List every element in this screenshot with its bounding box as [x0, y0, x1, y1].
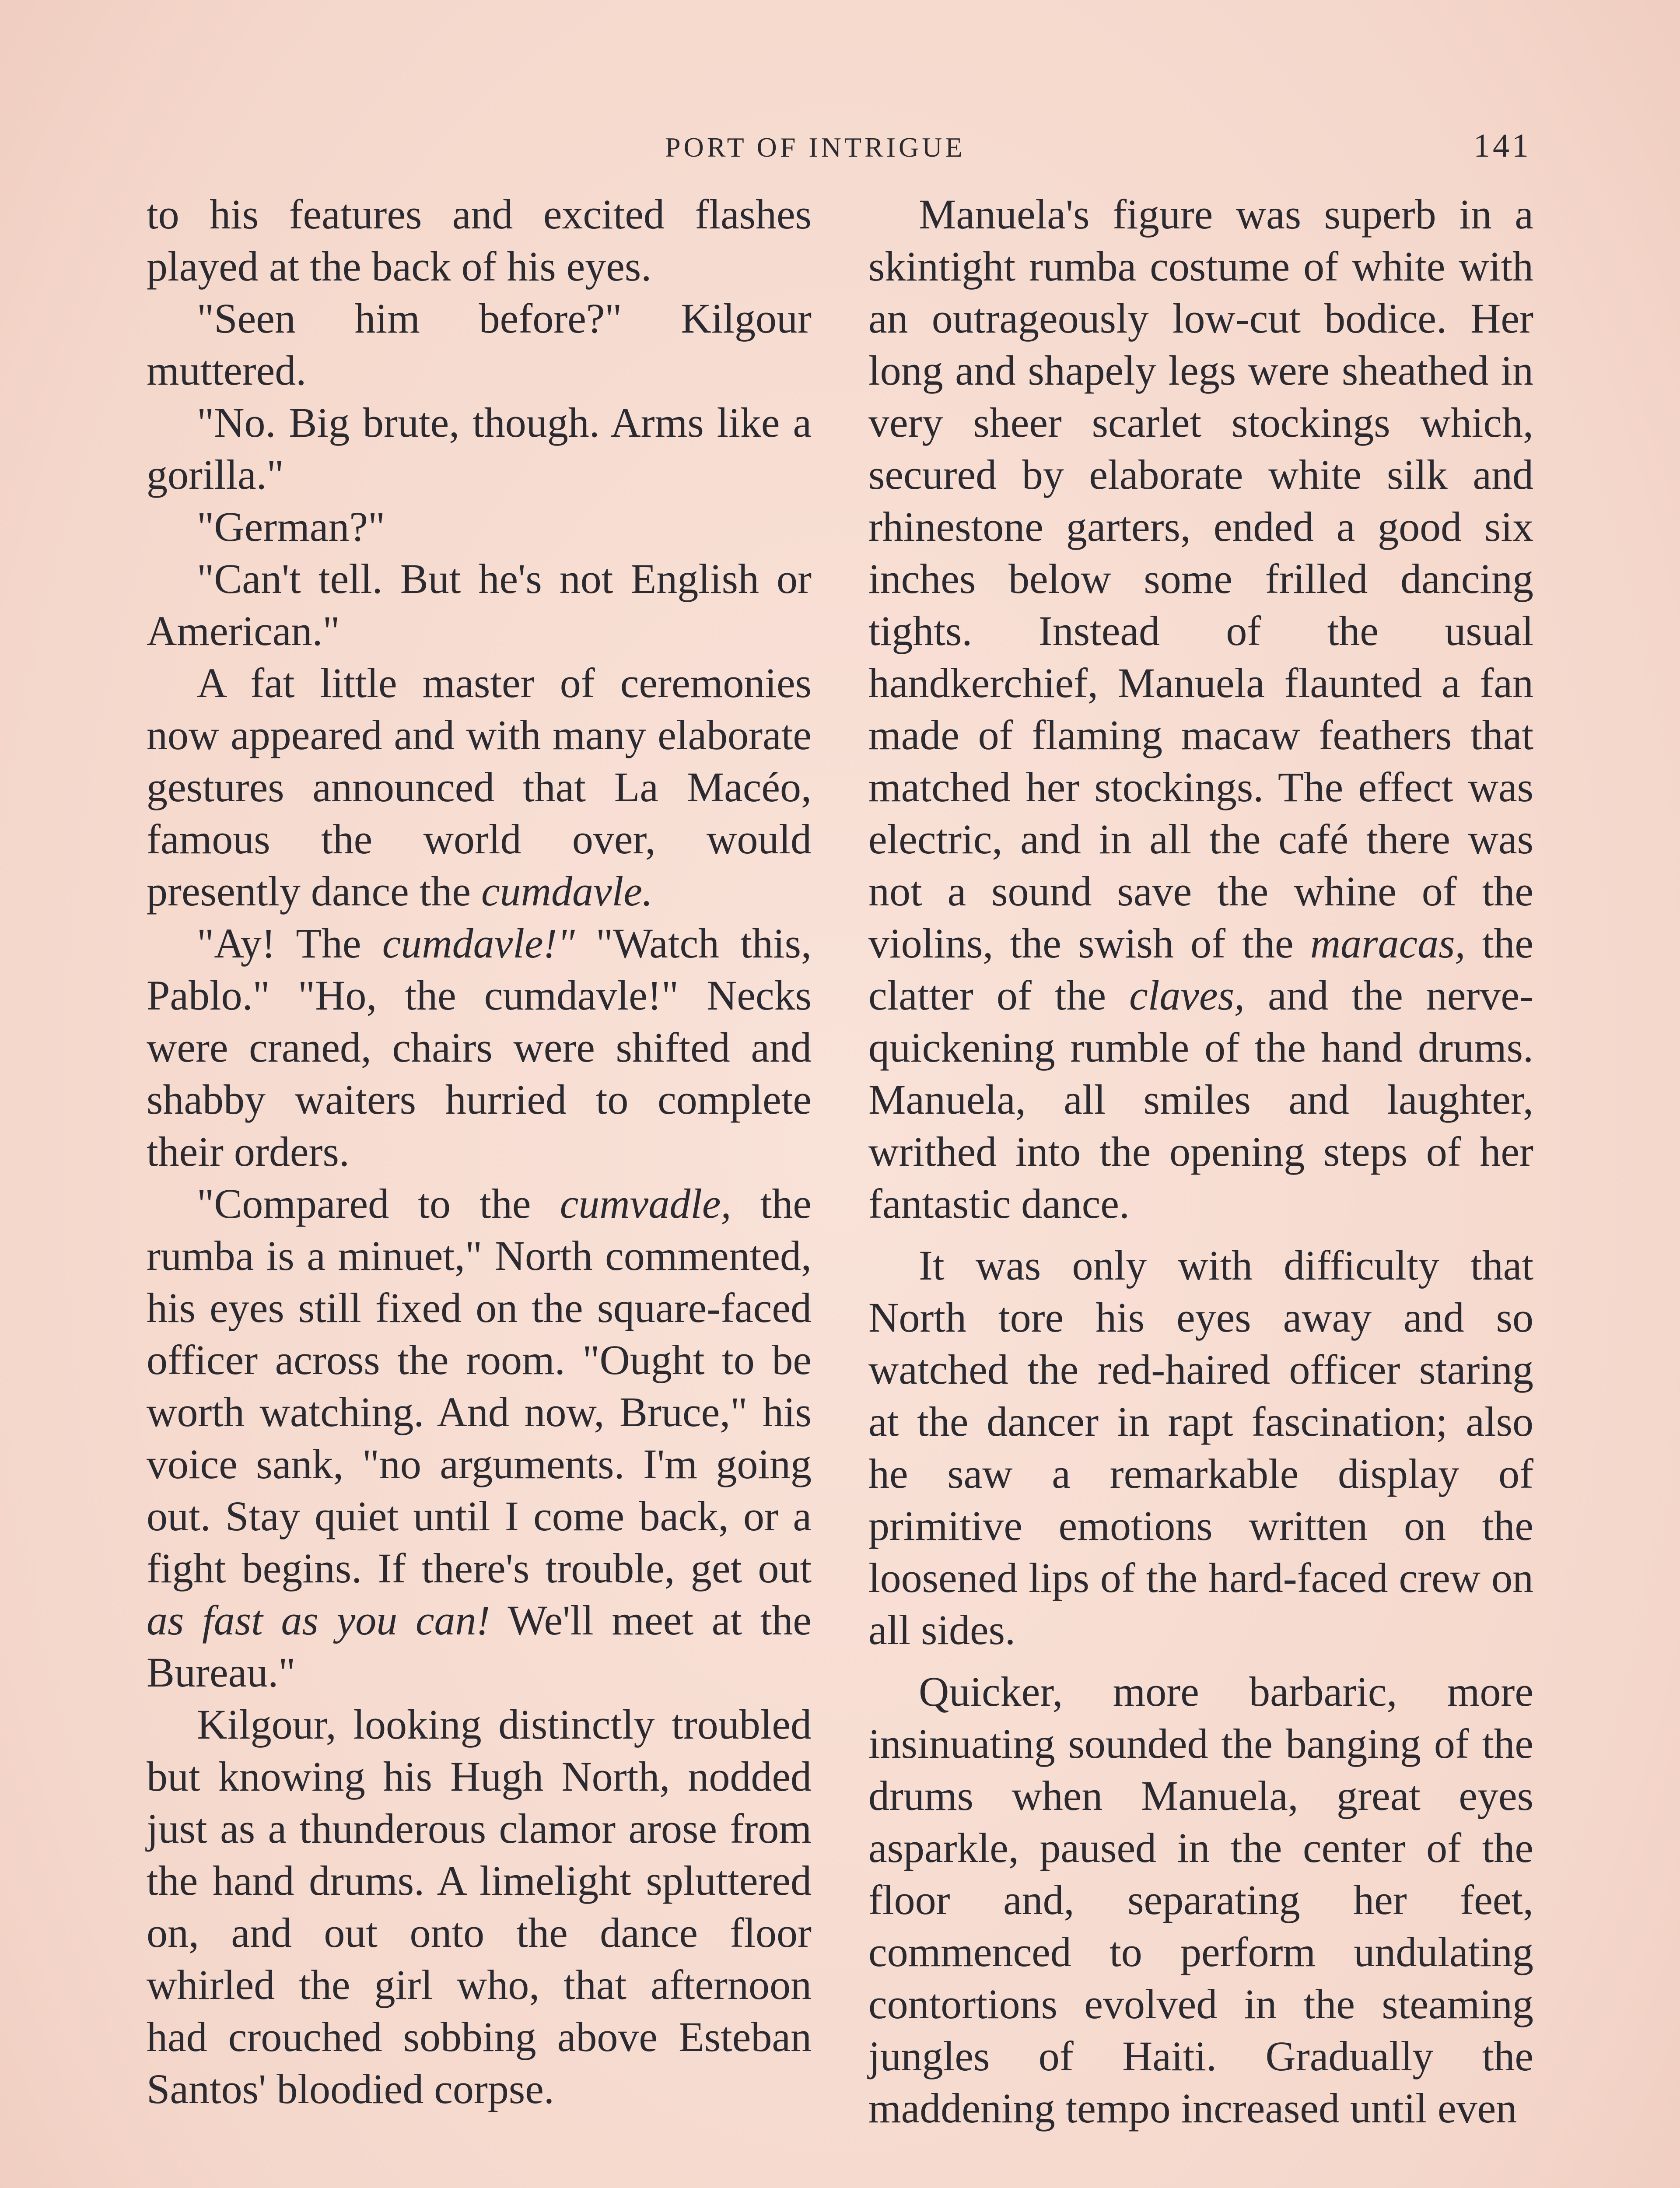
italic-text: maracas,: [1310, 920, 1466, 967]
text-run: Manuela's figure was superb in a skintight rumba costume of white with an outrageously low-cut bodice. Her long and shapely legs were sheathed in very sheer scarlet stockings which, secured by elaborate white silk and rhinestone garters, ended a good six inches below some frilled dancing tights. Instead of the usual handkerchief, Manuela flaunted a fan made of flaming macaw feathers that matched her stockings. The effect was electric, and in all the café there was not a sound save the whine of the violins, the swish of the: [868, 191, 1533, 967]
right-text-column: [868, 188, 1533, 2134]
text-run: A fat little master of ceremonies now appeared and with many elaborate gestures announced that La Macéo, famous the world over, would presently dance the: [147, 659, 812, 915]
text-run: the clatter of the: [868, 920, 1534, 1019]
paragraph: "Seen him before?" Kilgour muttered.: [147, 295, 812, 394]
paragraph: It was only with difficulty that North tore his eyes away and so watched the red-haired officer staring at the dancer in rapt fascination; also he saw a remarkable display of primitive emotions written on the loosened lips of the hard-faced crew on all sides.: [868, 1242, 1533, 1653]
left-text-column: [147, 188, 812, 2115]
italic-text: cumvadle,: [560, 1180, 732, 1227]
paragraph: [147, 657, 812, 917]
paragraph: "No. Big brute, though. Arms like a gorilla.": [147, 399, 812, 498]
page-number: 141: [1474, 127, 1531, 164]
text-run: and the nerve-quickening rumble of the hand drums. Manuela, all smiles and laughter, writhed into the opening steps of her fantastic dance.: [868, 972, 1533, 1227]
paragraph: Kilgour, looking distinctly troubled but knowing his Hugh North, nodded just as a thunderous clamor arose from the hand drums. A limelight spluttered on, and out onto the dance floor whirled the girl who, that afternoon had crouched sobbing above Esteban Santos' bloodied corpse.: [147, 1701, 812, 2112]
text-run: the rumba is a minuet," North commented, his eyes still fixed on the square-faced officer across the room. "Ought to be worth watching. And now, Bruce," his voice sank, "no arguments. I'm going out. Stay quiet until I come back, or a fight begins. If there's trouble, get out: [147, 1180, 812, 1592]
paragraph: Quicker, more barbaric, more insinuating sounded the banging of the drums when Manuela, great eyes asparkle, paused in the center of the floor and, separating her feet, commenced to perform undulating contortions evolved in the steaming jungles of Haiti. Gradually the maddening tempo increased until even: [868, 1668, 1533, 2132]
italic-text: claves,: [1129, 972, 1245, 1019]
paragraph: "Can't tell. But he's not English or American.": [147, 555, 812, 654]
text-run: "Watch this, Pablo." "Ho, the cumdavle!" Necks were craned, chairs were shifted and shabby waiters hurried to complete their orders.: [147, 920, 812, 1175]
paragraph: to his features and excited flashes played at the back of his eyes.: [147, 191, 812, 290]
italic-text: cumdavle.: [481, 868, 653, 915]
running-title: PORT OF INTRIGUE: [665, 132, 966, 163]
text-run: "Compared to the: [197, 1180, 560, 1227]
text-run: "Ay! The: [197, 920, 382, 967]
italic-text: as fast as you can!: [147, 1597, 490, 1644]
italic-text: cumdavle!": [382, 920, 575, 967]
paragraph: [147, 917, 812, 1178]
text-run: We'll meet at the Bureau.": [147, 1597, 812, 1696]
paragraph: "German?": [197, 503, 385, 550]
paragraph: [868, 188, 1533, 1230]
paragraph: [147, 1178, 812, 1698]
